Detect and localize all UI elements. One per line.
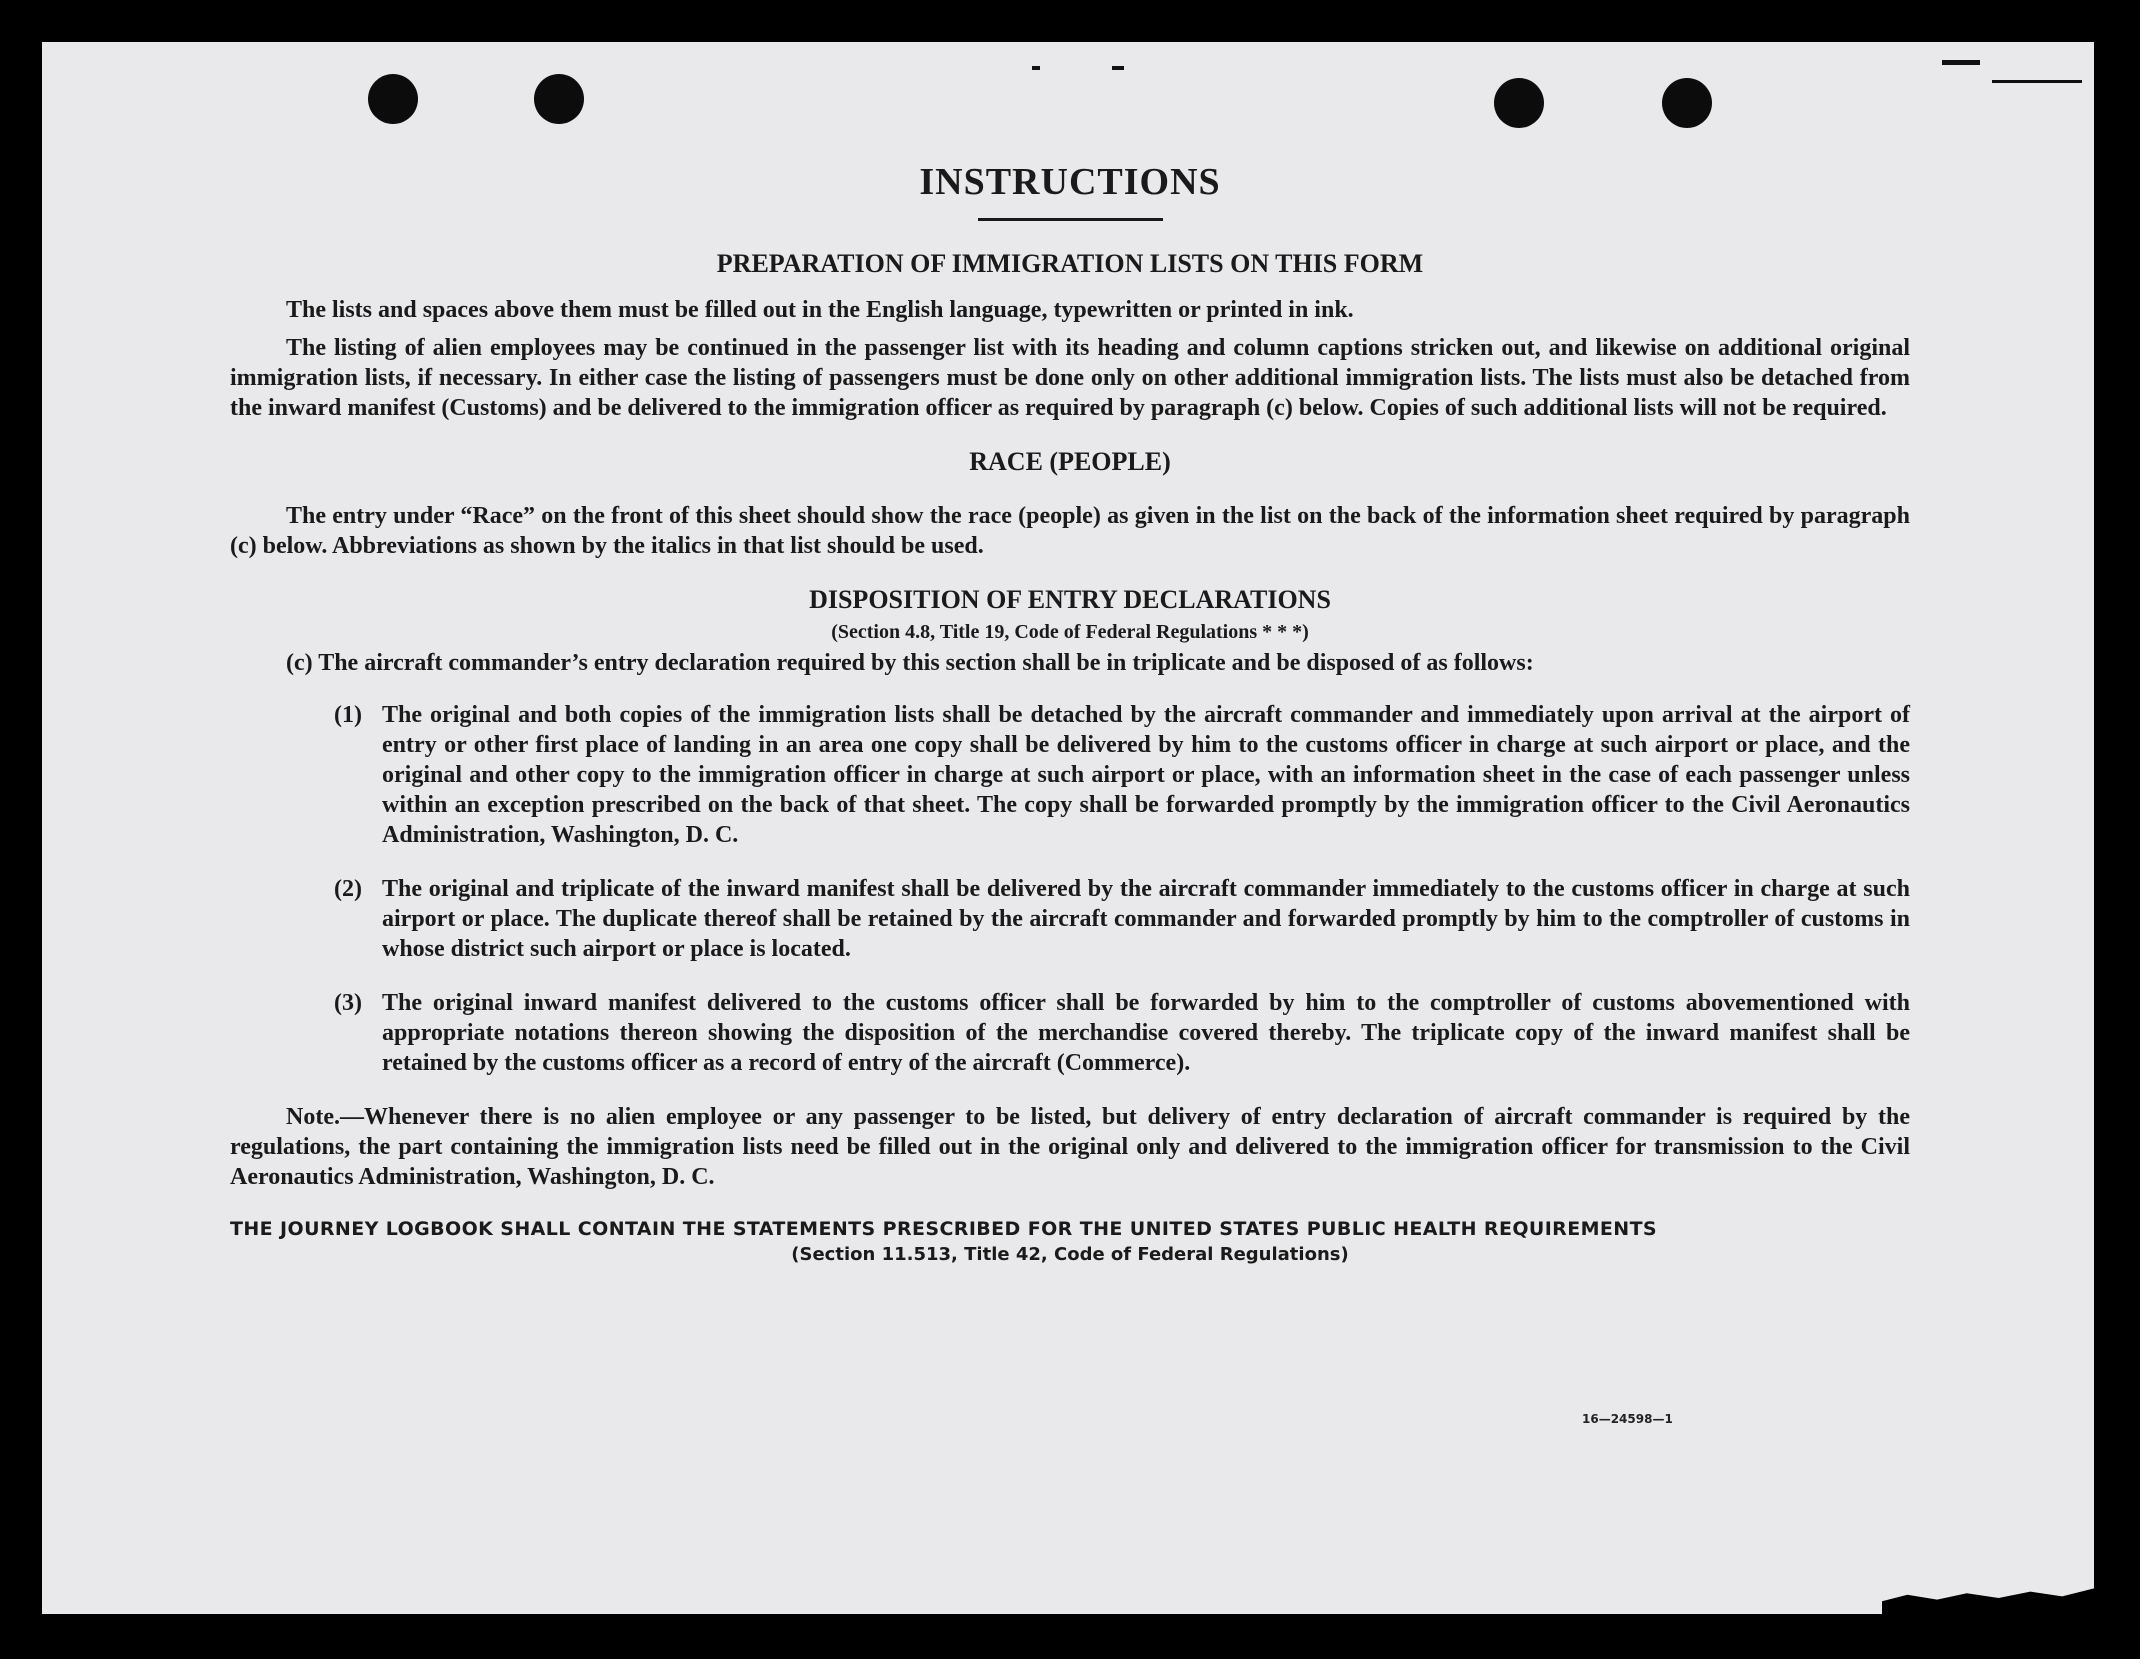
punch-hole [534, 74, 584, 124]
preparation-paragraph-2: The listing of alien employees may be continued in the passenger list with its heading and column captions stricken out, and likewise on additional original immigration lists, if necessary. In either case the listing of passengers must be done only on other additional immigration lists. The lists must also be detached from the inward manifest (Customs) and be delivered to the immigration officer as required by paragraph (c) below. Copies of such additional lists will not be required. [230, 335, 1910, 421]
instructions-body [230, 120, 1910, 1265]
list-item-text: The original and both copies of the immigration lists shall be detached by the aircraft commander and immediately upon arrival at the airport of entry or other first place of landing in an area one copy shall be delivered by him to the customs officer in charge at such airport or place, and the original and other copy to the immigration officer in charge at such airport or place, with an information sheet in the case of each passenger unless within an exception prescribed on the back of that sheet. The copy shall be forwarded promptly by the immigration officer to the Civil Aeronautics Administration, Washington, D. C. [382, 702, 1910, 848]
list-item-text: The original inward manifest delivered to the customs officer shall be forwarded by him to the comptroller of customs abovementioned with appropriate notations thereon showing the disposition of the merchandise covered thereby. The triplicate copy of the inward manifest shall be retained by the customs officer as a record of entry of the aircraft (Commerce). [382, 990, 1910, 1076]
list-item [334, 700, 1910, 850]
scan-mark [1032, 66, 1040, 70]
scan-mark [1992, 80, 2082, 83]
list-item [334, 988, 1910, 1078]
list-item-number: (3) [334, 990, 362, 1016]
list-item-number: (2) [334, 876, 362, 902]
preparation-heading: PREPARATION OF IMMIGRATION LISTS ON THIS FORM [716, 249, 1424, 278]
scan-mark [1112, 66, 1124, 70]
form-number: 16—24598—1 [1582, 1412, 1673, 1426]
disposition-heading: DISPOSITION OF ENTRY DECLARATIONS [809, 585, 1331, 614]
list-item-text: The original and triplicate of the inward manifest shall be delivered by the aircraft commander immediately to the customs officer in charge at such airport or place. The duplicate thereof shall be retained by the aircraft commander and forwarded promptly by him to the comptroller of customs in whose district such airport or place is located. [382, 876, 1910, 962]
list-item-number: (1) [334, 702, 362, 728]
document-page [42, 42, 2094, 1614]
page-title: INSTRUCTIONS [919, 161, 1221, 203]
scan-mark [1942, 60, 1980, 65]
disposition-citation: (Section 4.8, Title 19, Code of Federal Regulations * * *) [831, 621, 1309, 643]
disposition-intro: (c) The aircraft commander’s entry declaration required by this section shall be in triplicate and be disposed of as follows: [286, 650, 1534, 676]
preparation-paragraph-1: The lists and spaces above them must be filled out in the English language, typewritten or printed in ink. [286, 297, 1354, 323]
journey-citation: (Section 11.513, Title 42, Code of Federal Regulations) [791, 1244, 1349, 1265]
torn-edge [1882, 1582, 2094, 1614]
punch-hole [368, 74, 418, 124]
title-underline [978, 218, 1163, 221]
note-paragraph: Note.—Whenever there is no alien employee or any passenger to be listed, but delivery of entry declaration of aircraft commander is required by the regulations, the part containing the immigration lists need be filled out in the original only and delivered to the immigration officer for transmission to the Civil Aeronautics Administration, Washington, D. C. [230, 1104, 1910, 1190]
journey-logbook-statement: THE JOURNEY LOGBOOK SHALL CONTAIN THE STATEMENTS PRESCRIBED FOR THE UNITED STATES PUBLIC HEALTH REQUIREMENTS [230, 1218, 1658, 1240]
list-item [334, 874, 1910, 964]
race-paragraph: The entry under “Race” on the front of this sheet should show the race (people) as given in the list on the back of the information sheet required by paragraph (c) below. Abbreviations as shown by the italics in that list should be used. [230, 503, 1910, 559]
race-heading: RACE (PEOPLE) [969, 447, 1171, 476]
